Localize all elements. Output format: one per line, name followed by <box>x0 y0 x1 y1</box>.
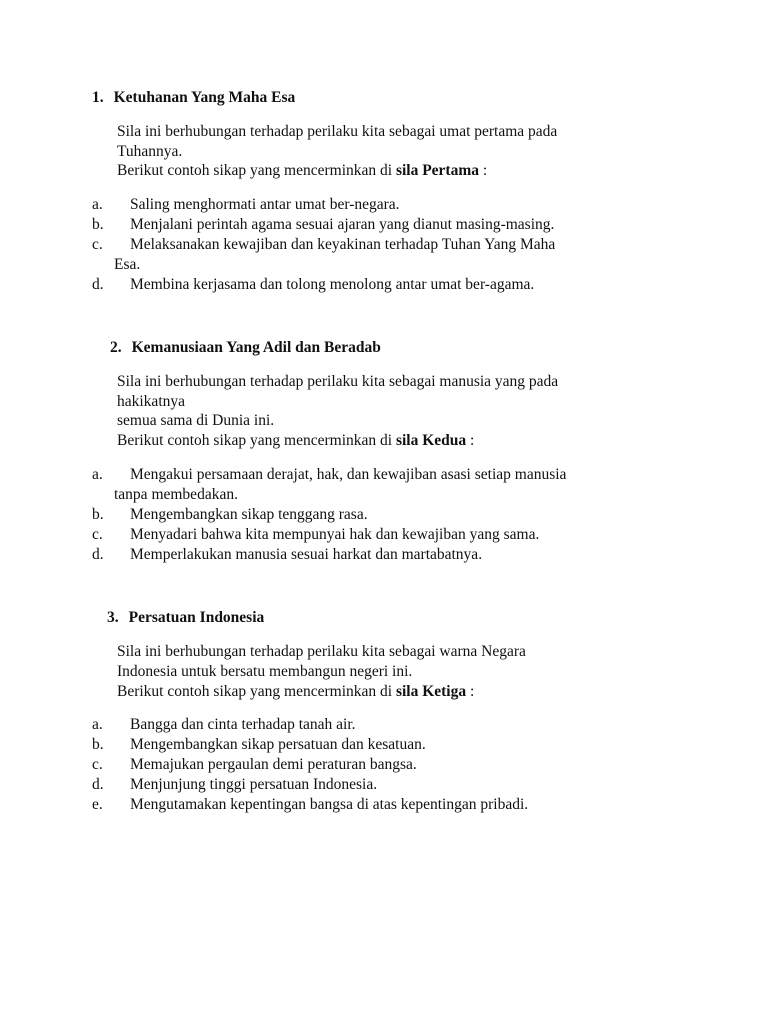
section-number: 3. <box>107 609 119 626</box>
list-marker: c. <box>92 526 103 543</box>
list-item-continuation: tanpa membedakan. <box>114 486 238 503</box>
list-item-text: Mengakui persamaan derajat, hak, dan kewajiban asasi setiap manusia <box>130 466 567 483</box>
list-item-text: Menjunjung tinggi persatuan Indonesia. <box>130 776 378 793</box>
list-item-text: Menjalani perintah agama sesuai ajaran yang dianut masing-masing. <box>130 216 555 233</box>
list-item-text: Mengutamakan kepentingan bangsa di atas kepentingan pribadi. <box>130 796 529 813</box>
list-marker: d. <box>92 546 104 563</box>
list-marker: d. <box>92 776 104 793</box>
list-marker: a. <box>92 466 103 483</box>
list-item-text: Memajukan pergaulan demi peraturan bangsa. <box>130 756 417 773</box>
list-item <box>92 235 555 255</box>
list-marker: c. <box>92 756 103 773</box>
list-item <box>92 715 356 735</box>
section-heading <box>107 608 264 628</box>
sila-name: sila Ketiga <box>395 683 467 700</box>
list-item <box>92 795 528 815</box>
section-heading <box>92 88 295 108</box>
section-intro-line: semua sama di Dunia ini. <box>117 412 275 429</box>
list-item <box>92 505 368 525</box>
list-item-continuation: Esa. <box>114 256 141 273</box>
section-intro-line: Sila ini berhubungan terhadap perilaku kita sebagai warna Negara <box>117 643 526 660</box>
list-item <box>92 525 539 545</box>
section-number: 2. <box>110 339 122 356</box>
list-marker: b. <box>92 736 104 753</box>
list-item <box>92 775 377 795</box>
section-intro-line: Sila ini berhubungan terhadap perilaku kita sebagai manusia yang pada <box>117 373 559 390</box>
list-item <box>92 735 426 755</box>
section-intro-line: Indonesia untuk bersatu membangun negeri ini. <box>117 663 413 680</box>
list-item-text: Mengembangkan sikap persatuan dan kesatuan. <box>130 736 426 753</box>
list-marker: e. <box>92 796 103 813</box>
list-item-text: Mengembangkan sikap tenggang rasa. <box>130 506 368 523</box>
section-title: Kemanusiaan Yang Adil dan Beradab <box>131 339 381 356</box>
list-marker: c. <box>92 236 103 253</box>
section-heading <box>110 338 381 358</box>
list-item <box>92 755 417 775</box>
list-item-text: Saling menghormati antar umat ber-negara. <box>130 196 400 213</box>
section-intro-line: Sila ini berhubungan terhadap perilaku kita sebagai umat pertama pada <box>117 123 558 140</box>
list-item <box>92 545 482 565</box>
list-item-text: Melaksanakan kewajiban dan keyakinan terhadap Tuhan Yang Maha <box>130 236 556 253</box>
section-intro-line: Tuhannya. <box>117 143 183 160</box>
sila-name: sila Pertama <box>395 162 480 179</box>
list-item <box>92 275 534 295</box>
list-marker: a. <box>92 716 103 733</box>
list-item-text: Memperlakukan manusia sesuai harkat dan martabatnya. <box>130 546 483 563</box>
section-title: Persatuan Indonesia <box>128 609 265 626</box>
example-intro: Berikut contoh sikap yang mencerminkan di sila Pertama : <box>117 162 488 179</box>
example-intro: Berikut contoh sikap yang mencerminkan di sila Ketiga : <box>117 683 475 700</box>
list-item <box>92 465 566 485</box>
list-marker: d. <box>92 276 104 293</box>
section-number: 1. <box>92 89 104 106</box>
example-intro: Berikut contoh sikap yang mencerminkan di sila Kedua : <box>117 432 475 449</box>
list-item-text: Membina kerjasama dan tolong menolong antar umat ber-agama. <box>130 276 535 293</box>
list-marker: b. <box>92 216 104 233</box>
list-marker: b. <box>92 506 104 523</box>
list-item-text: Menyadari bahwa kita mempunyai hak dan kewajiban yang sama. <box>130 526 540 543</box>
list-item <box>92 195 400 215</box>
list-item-text: Bangga dan cinta terhadap tanah air. <box>130 716 356 733</box>
section-intro-line: hakikatnya <box>117 393 186 410</box>
section-title: Ketuhanan Yang Maha Esa <box>113 89 296 106</box>
list-item <box>92 215 554 235</box>
sila-name: sila Kedua <box>395 432 467 449</box>
list-marker: a. <box>92 196 103 213</box>
